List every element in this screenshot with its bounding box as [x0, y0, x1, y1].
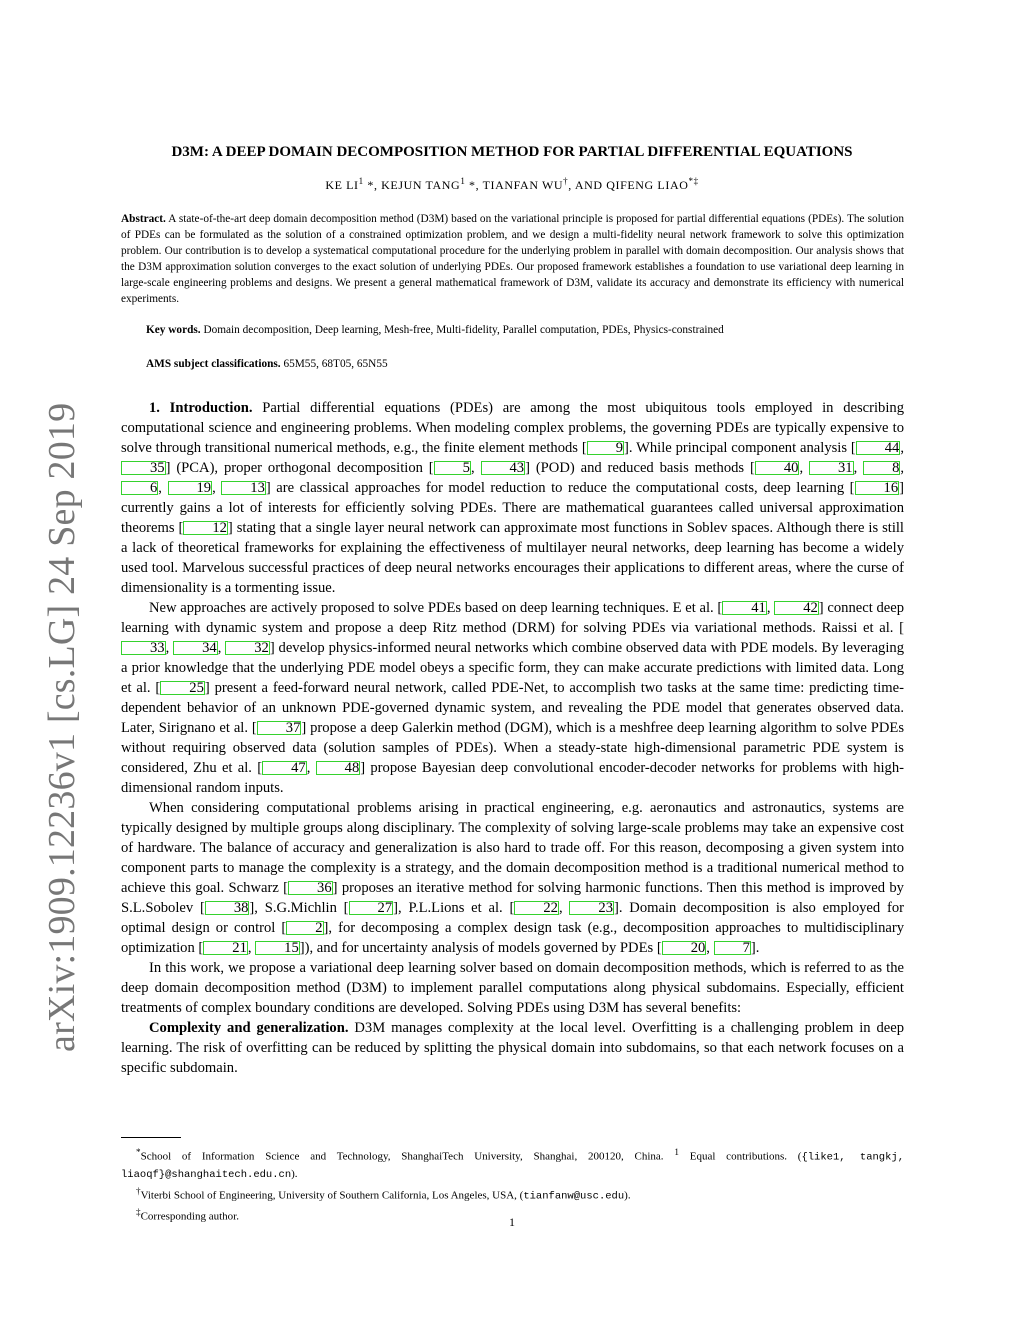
page-number: 1: [509, 1215, 515, 1229]
citation-link[interactable]: 48: [316, 761, 361, 775]
text-run: ] (POD) and reduced basis methods [: [525, 460, 755, 476]
abstract: [121, 211, 904, 307]
citation-link[interactable]: 16: [855, 481, 900, 495]
citation-link[interactable]: 5: [434, 461, 471, 475]
author-mark: 1: [460, 176, 466, 186]
footnote-text: Viterbi School of Engineering, University of Southern California, Los Angeles, USA, (: [140, 1189, 524, 1202]
citation-link[interactable]: 36: [288, 881, 333, 895]
citation-link[interactable]: 38: [205, 901, 250, 915]
text-run: New approaches are actively proposed to solve PDEs based on deep learning techniques. E et al. [: [149, 600, 723, 616]
text-run: ]), and for uncertainty analysis of models governed by PDEs [: [299, 940, 662, 956]
footnote-mark: ‡: [136, 1207, 141, 1218]
author-list: [100, 176, 924, 193]
citation-link[interactable]: 22: [514, 901, 559, 915]
section-heading: 1. Introduction.: [149, 400, 253, 416]
footnote-text: Equal contributions. (: [689, 1150, 802, 1163]
author-separator: *,: [363, 178, 382, 192]
citation-link[interactable]: 25: [160, 681, 205, 695]
citation-link[interactable]: 23: [569, 901, 614, 915]
footnote: [121, 1144, 904, 1183]
citation-link[interactable]: 44: [856, 441, 901, 455]
citation-link[interactable]: 19: [168, 481, 213, 495]
text-run: ] proposes an iterative method for solving harmonic functions. Then this method is improved by S.L.Sobolev [: [121, 880, 904, 916]
citation-link[interactable]: 27: [349, 901, 394, 915]
citation-link[interactable]: 12: [183, 521, 228, 535]
citation-link[interactable]: 2: [286, 921, 323, 935]
citation-link[interactable]: 32: [225, 641, 270, 655]
author-mark: †: [563, 176, 569, 186]
text-run: ] are classical approaches for model reduction to reduce the computational costs, deep learning [: [265, 480, 855, 496]
citation-link[interactable]: 40: [755, 461, 800, 475]
citation-link[interactable]: 6: [121, 481, 158, 495]
paper-title: D3M: A DEEP DOMAIN DECOMPOSITION METHOD FOR PARTIAL DIFFERENTIAL EQUATIONS: [171, 144, 853, 160]
citation-link[interactable]: 34: [173, 641, 218, 655]
text-run: ]. Domain decomposition is also employed for optimal design or control [: [121, 900, 905, 936]
abstract-text: A state-of-the-art deep domain decomposition method (D3M) based on the variational principle is proposed for partial differential equations (PDEs). The solution of PDEs can be formulated as the solution of a constrained optimization problem, and we design a multi-fidelity neural network framework to solve this optimization problem. Our contribution is to develop a systematical computational procedure for the underlying problem in parallel with domain decomposition. Our analysis shows that the D3M approximation solution converges to the exact solution of underlying PDEs. Our proposed framework establishes a foundation to use variational deep learning in large-scale engineering problems and designs. We present a general mathematical framework of D3M, validate its accuracy and demonstrate its efficiency with numerical experiments.: [121, 213, 905, 305]
citation-link[interactable]: 35: [121, 461, 166, 475]
footnote-text: Corresponding author.: [140, 1210, 239, 1223]
footnote-mark: 1: [674, 1147, 679, 1157]
citation-link[interactable]: 41: [722, 601, 767, 615]
footnote-text: School of Information Science and Technology, ShanghaiTech University, Shanghai, 200120, China.: [140, 1150, 664, 1163]
citation-link[interactable]: 37: [257, 721, 302, 735]
citation-link[interactable]: 15: [255, 941, 300, 955]
citation-link[interactable]: 31: [809, 461, 854, 475]
text-run: ], P.L.Lions et al. [: [393, 900, 515, 916]
paragraph: In this work, we propose a variational deep learning solver based on domain decomposition methods, which is referred to as the deep domain decomposition method (D3M) to implement parallel computations along physical subdomains. Especially, efficient treatments of complex boundary conditions are developed. Solving PDEs using D3M has several benefits:: [121, 960, 904, 1016]
footnote-mark: *: [136, 1147, 141, 1157]
footnote: [121, 1183, 904, 1205]
footnote-text: ).: [291, 1167, 298, 1180]
text-run: ], for decomposing a complex design task (e.g., decomposition approaches to multidisciplinary optimization [: [121, 920, 904, 956]
paragraph-label: Complexity and generalization.: [149, 1020, 349, 1036]
citation-link[interactable]: 7: [714, 941, 751, 955]
text-run: D3M manages complexity at the local level. Overfitting is a challenging problem in deep learning. The risk of overfitting can be reduced by splitting the physical domain into subdomains, so that each network focuses on a specific subdomain.: [121, 1020, 904, 1076]
email-address[interactable]: tianfanw@usc.edu: [523, 1190, 625, 1203]
footnote-text: ).: [624, 1189, 631, 1202]
ams-text: 65M55, 68T05, 65N55: [283, 358, 388, 370]
citation-link[interactable]: 21: [203, 941, 248, 955]
author-mark: *‡: [688, 176, 699, 186]
abstract-label: Abstract.: [121, 213, 166, 225]
footnote-divider: [121, 1137, 181, 1138]
text-run: Partial differential equations (PDEs) are among the most ubiquitous tools employed in describing computational science and engineering problems. When modeling complex problems, the governing PDEs are typically expensive to solve through transitional numerical methods, e.g., the finite element methods [: [121, 400, 904, 456]
footnotes: [121, 1144, 904, 1225]
keywords-text: Domain decomposition, Deep learning, Mesh-free, Multi-fidelity, Parallel computation, PDEs, Physics-constrained: [203, 324, 724, 336]
introduction-section: [121, 398, 904, 1078]
citation-link[interactable]: 9: [587, 441, 624, 455]
text-run: ] stating that a single layer neural network can approximate most functions in Soblev spaces. Although there is still a lack of theoretical frameworks for explaining the effectiveness of multilayer neural networks, deep learning has become a widely used tool. Marvelous successful practices of deep neural networks encourages their applications to different areas, where the curse of dimensionality is a tormenting issue.: [121, 520, 904, 596]
author-separator: , AND: [568, 178, 607, 192]
text-run: ] propose a deep Galerkin method (DGM), which is a meshfree deep learning algorithm to solve PDEs without requiring observed data (solution samples of PDEs). When a steady-state high-dimensional parametric PDE system is considered, Zhu et al. [: [121, 720, 904, 776]
text-run: ] currently gains a lot of interests for efficiently solving PDEs. There are mathematical guarantees called universal approximation theorems [: [121, 480, 905, 536]
text-run: ] connect deep learning with dynamic system and propose a deep Ritz method (DRM) for solving PDEs via variational methods. Raissi et al. [: [121, 600, 905, 636]
citation-link[interactable]: 33: [121, 641, 166, 655]
paragraph: 1. Introduction. Partial differential equations (PDEs) are among the most ubiquitous tools employed in describing computational science and engineering problems. When modeling complex problems, the governing PDEs are typically expensive to solve through transitional numerical methods, e.g., the finite element methods [ 9]. While principal component analysis [ 44, 35] (PCA), proper orthogonal decomposition [ 5, 43] (POD) and reduced basis methods [ 40, 31, 8, 6, 19, 13] are classical approaches for model reduction to reduce the computational costs, deep learning [ 16] currently gains a lot of interests for efficiently solving PDEs. There are mathematical guarantees called universal approximation theorems [ 12] stating that a single layer neural network can approximate most functions in Soblev spaces. Although there is still a lack of theoretical frameworks for explaining the effectiveness of multilayer neural networks, deep learning has become a widely used tool. Marvelous successful practices of deep neural networks encourages their applications to different areas, where the curse of dimensionality is a tormenting issue.: [121, 400, 905, 596]
keywords: [146, 324, 906, 336]
text-run: ].: [750, 940, 760, 956]
ams-classifications: [146, 358, 906, 370]
author-name: KEJUN TANG: [381, 178, 461, 192]
citation-link[interactable]: 8: [863, 461, 900, 475]
footnote-mark: †: [136, 1185, 141, 1196]
citation-link[interactable]: 20: [662, 941, 707, 955]
text-run: ] (PCA), proper orthogonal decomposition [: [165, 460, 434, 476]
paragraph: When considering computational problems arising in practical engineering, e.g. aeronautics and astronautics, systems are typically designed by multiple groups along disciplinary. The complexity of solving large-scale problems may take an expensive cost of hardware. The balance of accuracy and generalization is also hard to trade off. For this reason, decomposing a given system into component parts to manage the complexity is a strategy, and the domain decomposition method is a traditional numerical method to achieve this goal. Schwarz [ 36] proposes an iterative method for solving harmonic functions. Then this method is improved by S.L.Sobolev [ 38], S.G.Michlin [ 27], P.L.Lions et al. [ 22, 23]. Domain decomposition is also employed for optimal design or control [ 2], for decomposing a complex design task (e.g., decomposition approaches to multidisciplinary optimization [ 21, 15]), and for uncertainty analysis of models governed by PDEs [ 20, 7].: [121, 800, 905, 956]
citation-link[interactable]: 43: [481, 461, 526, 475]
text-run: When considering computational problems arising in practical engineering, e.g. aeronautics and astronautics, systems are typically designed by multiple groups along disciplinary. The complexity of solving large-scale problems may take an expensive cost of hardware. The balance of accuracy and generalization is also hard to trade off. For this reason, decomposing a given system into component parts to manage the complexity is a strategy, and the domain decomposition method is a traditional numerical method to achieve this goal. Schwarz [: [121, 800, 904, 896]
author-name: QIFENG LIAO: [606, 178, 689, 192]
author-name: KE LI: [325, 178, 359, 192]
author-name: TIANFAN WU: [482, 178, 564, 192]
paragraph: New approaches are actively proposed to solve PDEs based on deep learning techniques. E et al. [ 41, 42] connect deep learning with dynamic system and propose a deep Ritz method (DRM) for solving PDEs via variational methods. Raissi et al. [33, 34, 32] develop physics-informed neural networks which combine observed data with PDE models. By leveraging a prior knowledge that the underlying PDE model obeys a specific form, they can make accurate predictions with limited data. Long et al. [ 25] present a feed-forward neural network, called PDE-Net, to accomplish two tasks at the same time: predicting time-dependent behavior of an unknown PDE-governed dynamic system, and revealing the PDE model that generates observed data. Later, Sirignano et al. [ 37] propose a deep Galerkin method (DGM), which is a meshfree deep learning algorithm to solve PDEs without requiring observed data (solution samples of PDEs). When a steady-state high-dimensional parametric PDE system is considered, Zhu et al. [ 47, 48] propose Bayesian deep convolutional encoder-decoder networks for problems with high-dimensional random inputs.: [121, 600, 905, 796]
text-run: ]. While principal component analysis [: [623, 440, 856, 456]
citation-link[interactable]: 42: [774, 601, 819, 615]
author-separator: *,: [465, 178, 483, 192]
email-addresses[interactable]: {like1, tangkj, liaoqf}@shanghaitech.edu.cn: [121, 1151, 905, 1181]
paragraph: [121, 1018, 904, 1078]
text-run: ] present a feed-forward neural network, called PDE-Net, to accomplish two tasks at the same time: predicting time-dependent behavior of an unknown PDE-governed dynamic system, and revealing the PDE model that generates observed data. Later, Sirignano et al. [: [121, 680, 904, 736]
text-run: ] develop physics-informed neural networks which combine observed data with PDE models. By leveraging a prior knowledge that the underlying PDE model obeys a specific form, they can make accurate predictions with limited data. Long et al. [: [121, 640, 905, 696]
author-mark: 1: [358, 176, 364, 186]
ams-label: AMS subject classifications.: [146, 358, 281, 370]
text-run: ] propose Bayesian deep convolutional encoder-decoder networks for problems with high-dimensional random inputs.: [121, 760, 904, 796]
arxiv-identifier-stamp: arXiv:1909.12236v1 [cs.LG] 24 Sep 2019: [41, 402, 83, 1052]
keywords-label: Key words.: [146, 324, 201, 336]
citation-link[interactable]: 13: [221, 481, 266, 495]
citation-link[interactable]: 47: [262, 761, 307, 775]
text-run: ], S.G.Michlin [: [249, 900, 349, 916]
